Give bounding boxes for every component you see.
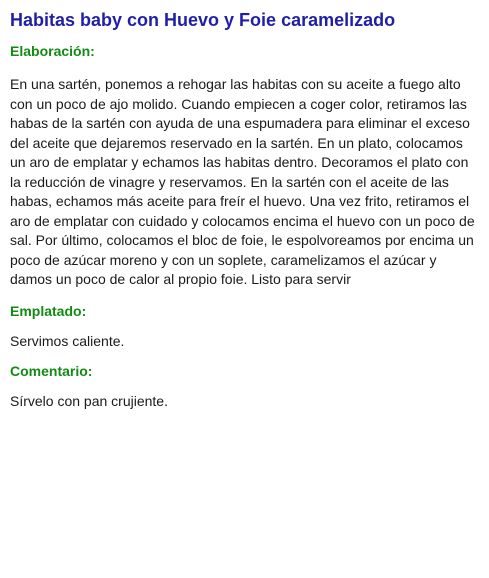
recipe-title: Habitas baby con Huevo y Foie caramelizado — [10, 10, 396, 30]
comentario-heading: Comentario: — [10, 363, 93, 379]
elaboracion-text: En una sartén, ponemos a rehogar las habitas con su aceite a fuego alto con un poco de ajo molido. Cuando empiecen a coger color, retiramos las habas de la sartén con ayuda de una espumadera para eliminar el exceso del aceite que dejaremos reservado en la sartén. En un plato, colocamos un aro de emplatar y echamos las habitas dentro. Decoramos el plato con la reducción de vinagre y reservamos. En la sartén con el aceite de las habas, echamos más aceite para freír el huevo. Una vez frito, retiramos el aro de emplatar con cuidado y colocamos encima el huevo con un poco de sal. Por último, colocamos el bloc de foie, le espolvoreamos por encima un poco de azúcar moreno y con un soplete, caramelizamos el azúcar y damos un poco de calor al propio foie. Listo para servir — [10, 76, 475, 287]
emplatado-text: Servimos caliente. — [10, 332, 125, 349]
section-elaboracion — [10, 42, 479, 290]
emplatado-heading: Emplatado: — [10, 302, 87, 319]
section-comentario — [10, 362, 479, 412]
section-emplatado — [10, 302, 479, 352]
comentario-text: Sírvelo con pan crujiente. — [10, 393, 168, 409]
elaboracion-heading: Elaboración: — [10, 43, 95, 59]
